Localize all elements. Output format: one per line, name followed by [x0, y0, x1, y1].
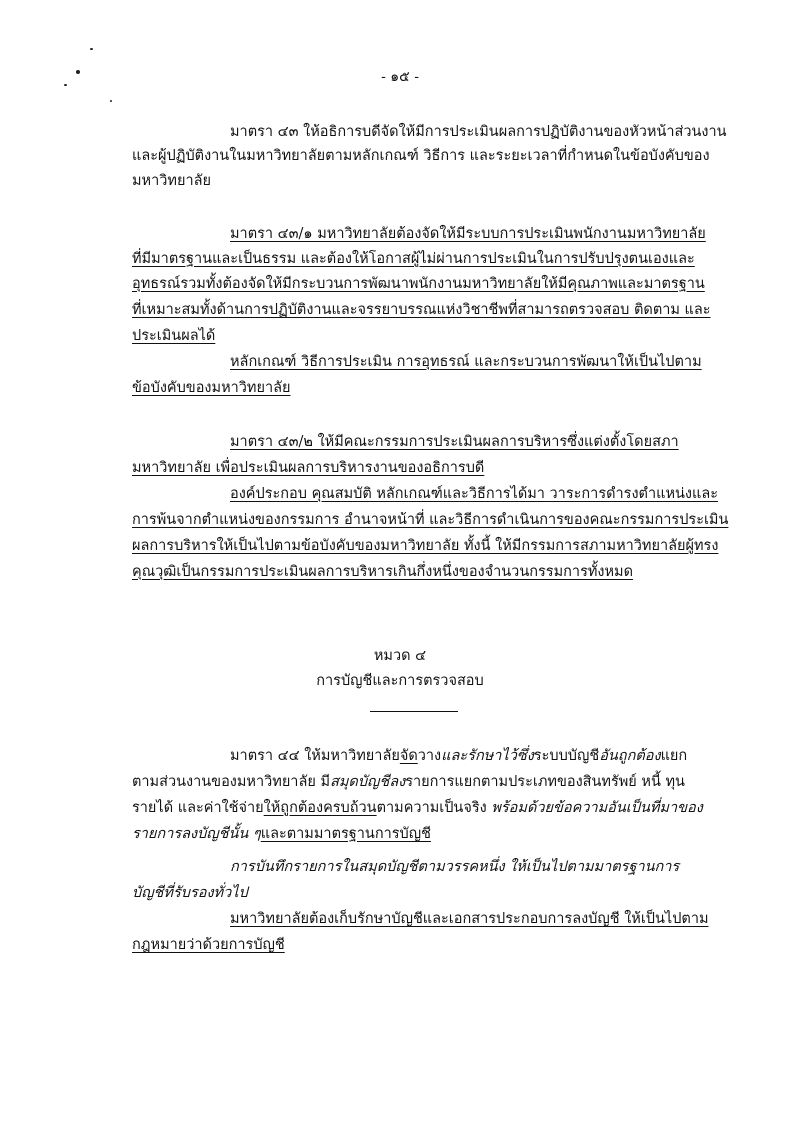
section-43-2-line-1: มาตรา ๔๓/๒ ให้มีคณะกรรมการประเมินผลการบริหารซึ่งแต่งตั้งโดยสภา — [230, 434, 679, 450]
section-44-line-5: การบันทึกรายการในสมุดบัญชีตามวรรคหนึ่ง ให้เป็นไปตามมาตรฐานการ — [230, 859, 680, 875]
chapter-divider — [370, 711, 458, 712]
section-44-line-4 — [132, 824, 431, 844]
section-44-text: รายการแยกตามประเภทของสินทรัพย์ หนี้ ทุน — [405, 774, 685, 790]
section-44-text: แยก — [660, 748, 688, 764]
section-44-line-7: มหาวิทยาลัยต้องเก็บรักษาบัญชีและเอกสารประกอบการลงบัญชี ให้เป็นไปตาม — [230, 911, 709, 927]
section-44-text: รายได้ และค่าใช้จ่าย — [132, 800, 264, 816]
section-44-text: ตามส่วนงานของมหาวิทยาลัย มี — [132, 774, 331, 790]
section-43-line-1: มาตรา ๔๓ ให้อธิการบดีจัดให้มีการประเมินผลการปฏิบัติงานของหัวหน้าส่วนงาน — [230, 124, 727, 140]
section-44-text: มาตรา ๔๔ ให้มหาวิทยาลัย — [230, 748, 400, 764]
section-43-1-line-1: มาตรา ๔๓/๑ มหาวิทยาลัยต้องจัดให้มีระบบการประเมินพนักงานมหาวิทยาลัย — [230, 226, 706, 242]
page-number: - ๑๕ - — [381, 69, 419, 85]
section-43-line-3: มหาวิทยาลัย — [132, 173, 211, 189]
section-43-1-line-5: ประเมินผลได้ — [132, 328, 216, 344]
section-43-1-line-3: อุทธรณ์รวมทั้งต้องจัดให้มีกระบวนการพัฒนาพนักงานมหาวิทยาลัยให้มีคุณภาพและมาตรฐาน — [132, 276, 705, 292]
section-43-2-line-3: องค์ประกอบ คุณสมบัติ หลักเกณฑ์และวิธีการได้มา วาระการดำรงตำแหน่งและ — [230, 486, 719, 502]
strikethrough-text: รายการลงบัญชีนั้น ๆ — [132, 826, 261, 842]
strikethrough-text: อันถูกต้อง — [599, 748, 661, 764]
chapter-title: การบัญชีและการตรวจสอบ — [316, 673, 484, 689]
section-44-text: วาง — [417, 748, 442, 764]
section-43-1-line-6: หลักเกณฑ์ วิธีการประเมิน การอุทธรณ์ และกระบวนการพัฒนาให้เป็นไปตาม — [230, 354, 702, 370]
strikethrough-text: พร้อมด้วยข้อความอันเป็นที่มาของ — [491, 800, 703, 816]
section-44-line-2 — [132, 772, 685, 792]
chapter-number: หมวด ๔ — [373, 648, 427, 664]
section-44-line-1 — [230, 746, 687, 766]
amended-text: และตามมาตรฐานการบัญชี — [260, 826, 431, 842]
section-44-text: ตามความเป็นจริง — [376, 800, 492, 816]
section-43-1-line-2: ที่มีมาตรฐานและเป็นธรรม และต้องให้โอกาสผู้ไม่ผ่านการประเมินในการปรับปรุงตนเองและ — [132, 251, 695, 267]
section-43-line-2: และผู้ปฏิบัติงานในมหาวิทยาลัยตามหลักเกณฑ์ วิธีการ และระยะเวลาที่กำหนดในข้อบังคับของ — [132, 148, 710, 164]
section-44-line-6: บัญชีที่รับรองทั่วไป — [132, 885, 248, 901]
section-43-2-line-6: คุณวุฒิเป็นกรรมการประเมินผลการบริหารเกินกึ่งหนึ่งของจำนวนกรรมการทั้งหมด — [132, 564, 634, 580]
scan-speck — [90, 48, 93, 50]
amended-text: ให้ถูกต้องครบถ้วน — [263, 800, 377, 816]
section-44-line-3 — [132, 798, 703, 818]
section-43-1-line-4: ที่เหมาะสมทั้งด้านการปฏิบัติงานและจรรยาบรรณแห่งวิชาชีพที่สามารถตรวจสอบ ติดตาม และ — [132, 302, 711, 318]
amended-text: จัด — [399, 748, 418, 764]
section-43-2-line-4: การพ้นจากตำแหน่งของกรรมการ อำนาจหน้าที่ และวิธีการดำเนินการของคณะกรรมการประเมิน — [132, 512, 729, 528]
strikethrough-text: และรักษาไว้ซึ่ง — [441, 748, 534, 764]
section-44-text: ระบบบัญชี — [533, 748, 600, 764]
strikethrough-text: สมุดบัญชีลง — [330, 774, 406, 790]
section-43-2-line-5: ผลการบริหารให้เป็นไปตามข้อบังคับของมหาวิทยาลัย ทั้งนี้ ให้มีกรรมการสภามหาวิทยาลัยผู้ทรง — [132, 538, 719, 554]
section-43-1-line-7: ข้อบังคับของมหาวิทยาลัย — [132, 380, 291, 396]
section-44-line-8: กฎหมายว่าด้วยการบัญชี — [132, 937, 285, 953]
scan-speck — [110, 100, 112, 102]
section-43-2-line-2: มหาวิทยาลัย เพื่อประเมินผลการบริหารงานของอธิการบดี — [132, 460, 485, 476]
